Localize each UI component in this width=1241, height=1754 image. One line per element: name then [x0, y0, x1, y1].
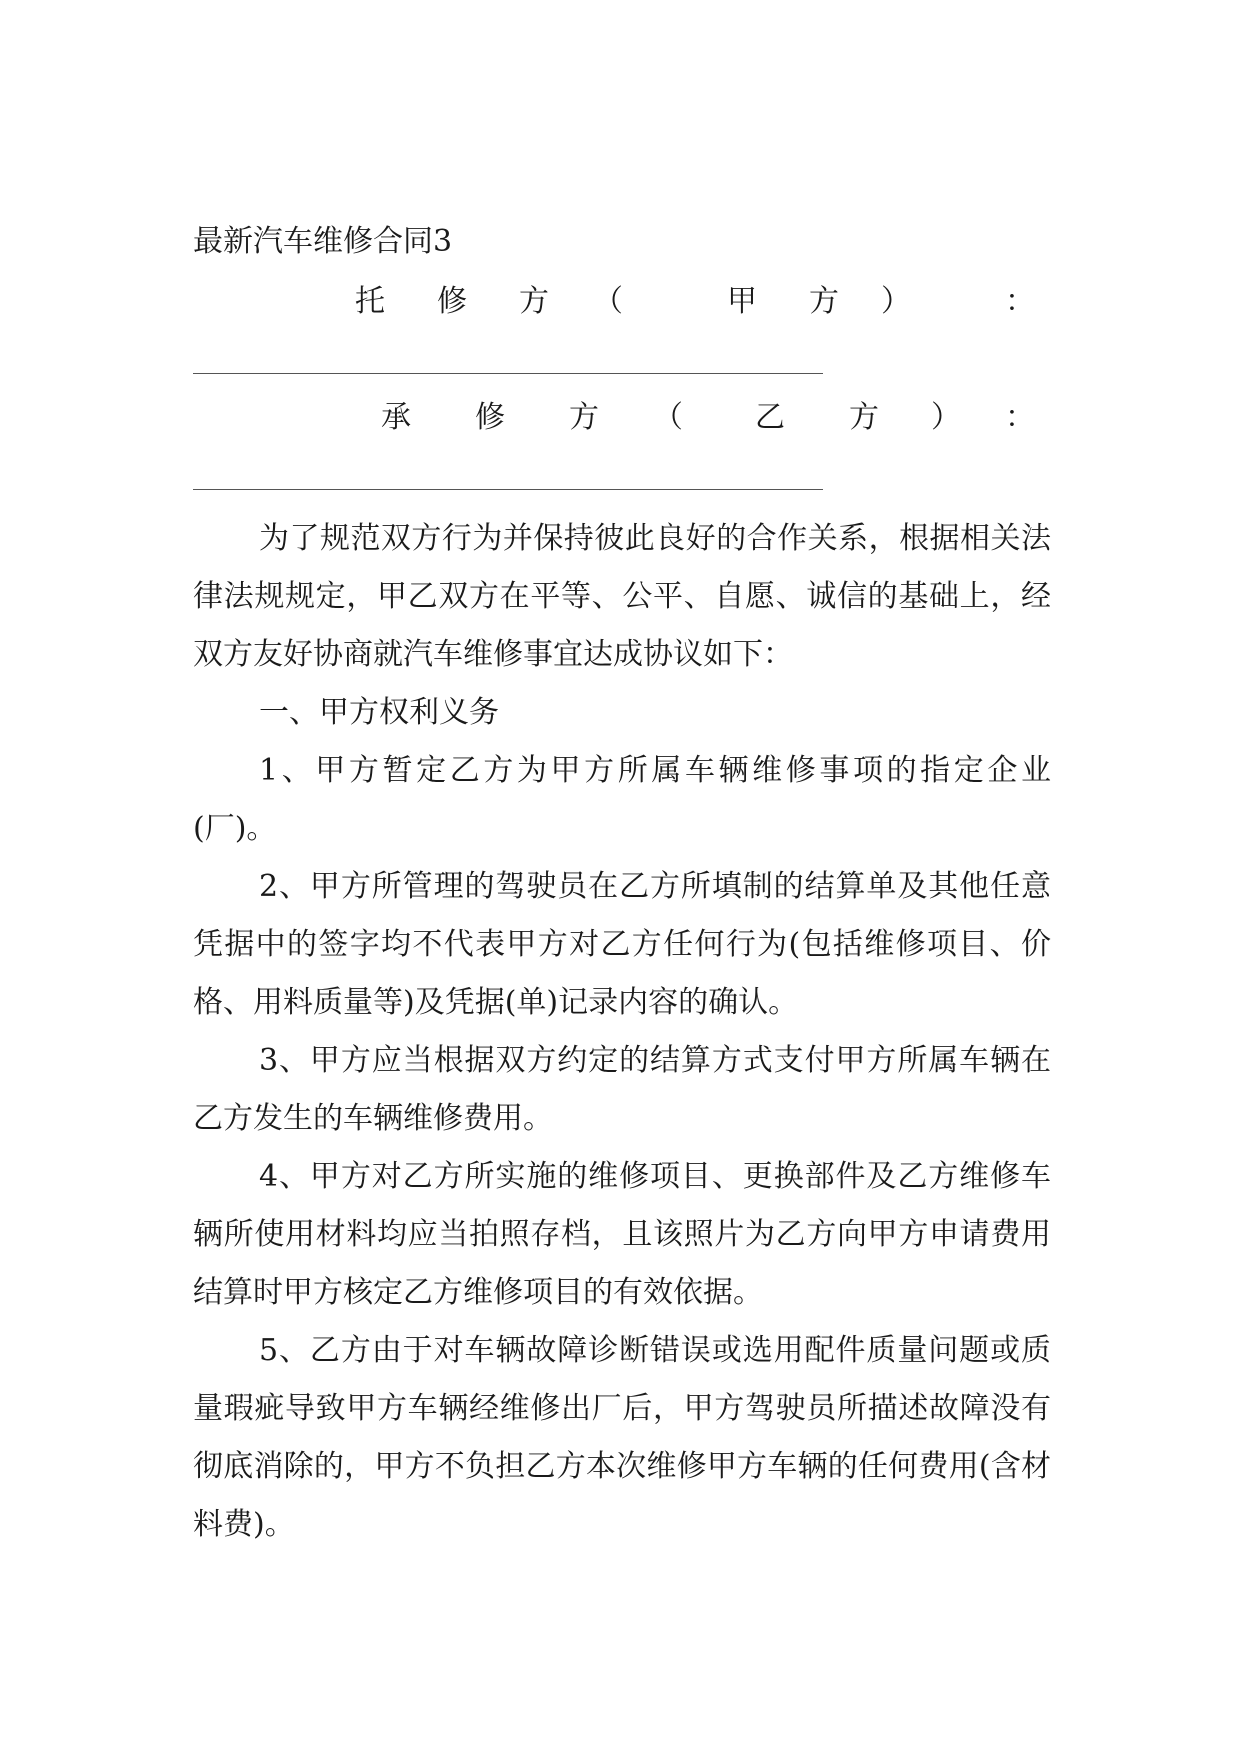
party-b-char: ： [1005, 400, 1035, 435]
clause-paragraph: 1、甲方暂定乙方为甲方所属车辆维修事项的指定企业(厂)。 [193, 753, 1051, 846]
party-a-char: ） [881, 284, 911, 319]
party-a-char: 方 [519, 284, 549, 319]
document-title: 最新汽车维修合同3 [193, 224, 453, 259]
section-heading: 一、甲方权利义务 [259, 695, 499, 730]
party-b-label [193, 396, 1053, 440]
party-b-char: 承 [381, 400, 411, 435]
party-b-char: 方 [569, 400, 599, 435]
party-a-char: 甲 [727, 284, 757, 319]
party-a-label [193, 280, 1053, 324]
party-a-char: ： [1005, 284, 1035, 319]
party-b-char: 修 [475, 400, 505, 435]
party-b-char: ） [931, 400, 961, 435]
clause-paragraph: 4、甲方对乙方所实施的维修项目、更换部件及乙方维修车辆所使用材料均应当拍照存档，且该照片为乙方向甲方申请费用结算时甲方核定乙方维修项目的有效依据。 [193, 1159, 1051, 1310]
party-b-char: 方 [849, 400, 879, 435]
party-a-char: （ [593, 284, 623, 319]
clause-paragraph: 3、甲方应当根据双方约定的结算方式支付甲方所属车辆在乙方发生的车辆维修费用。 [193, 1043, 1051, 1136]
party-a-char: 修 [437, 284, 467, 319]
party-a-blank-line [193, 373, 823, 374]
clause-paragraph: 5、乙方由于对车辆故障诊断错误或选用配件质量问题或质量瑕疵导致甲方车辆经维修出厂后，甲方驾驶员所描述故障没有彻底消除的，甲方不负担乙方本次维修甲方车辆的任何费用(含材料费)。 [193, 1333, 1051, 1542]
clause-paragraph: 2、甲方所管理的驾驶员在乙方所填制的结算单及其他任意凭据中的签字均不代表甲方对乙方任何行为(包括维修项目、价格、用料质量等)及凭据(单)记录内容的确认。 [193, 869, 1051, 1020]
party-b-char: （ [653, 400, 683, 435]
party-a-char: 托 [355, 284, 385, 319]
preamble-paragraph: 为了规范双方行为并保持彼此良好的合作关系，根据相关法律法规规定，甲乙双方在平等、公平、自愿、诚信的基础上，经双方友好协商就汽车维修事宜达成协议如下： [193, 521, 1051, 672]
party-b-blank-line [193, 489, 823, 490]
party-b-char: 乙 [755, 400, 785, 435]
contract-body [193, 510, 1051, 1554]
party-a-char: 方 [809, 284, 839, 319]
